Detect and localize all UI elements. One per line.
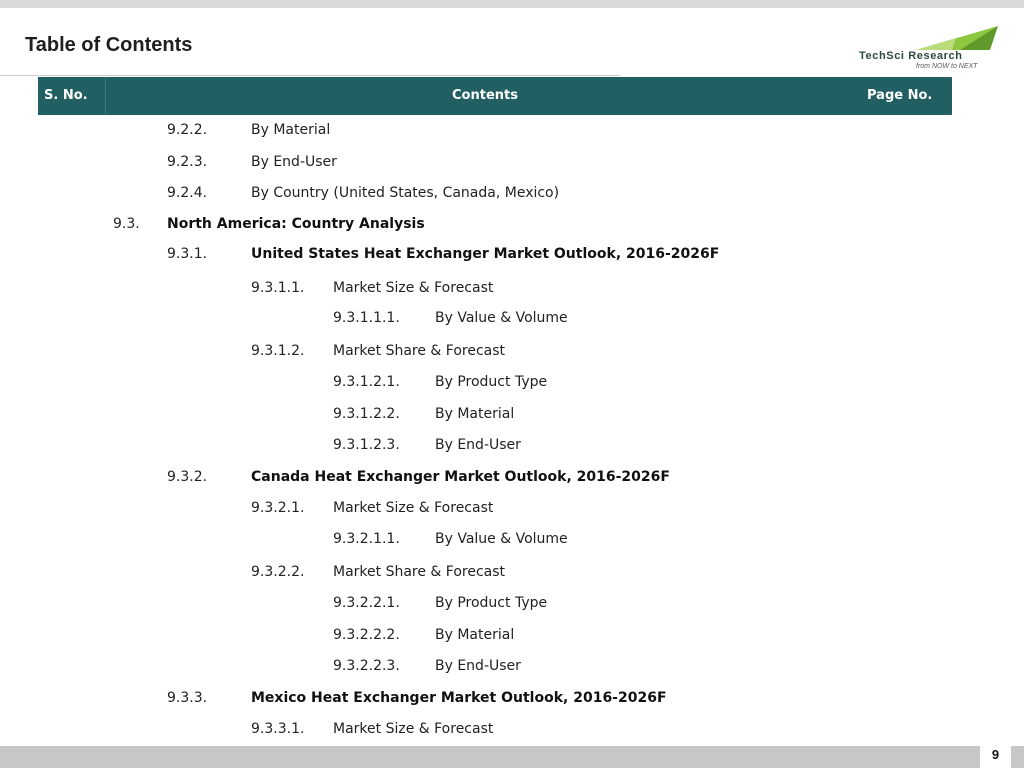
toc-entry-text: By Country (United States, Canada, Mexico) xyxy=(251,185,560,201)
toc-entry-number: 9.3.1.2.1. xyxy=(333,374,400,390)
toc-entry-text: By Material xyxy=(435,627,515,643)
toc-entry-text: United States Heat Exchanger Market Outlook, 2016-2026F xyxy=(251,246,720,262)
header-sno: S. No. xyxy=(44,88,88,103)
header-page-no: Page No. xyxy=(867,88,933,103)
toc-entry-text: By Value & Volume xyxy=(435,310,568,326)
toc-entry-text: Canada Heat Exchanger Market Outlook, 2016-2026F xyxy=(251,469,670,485)
toc-entry-number: 9.3.3.1. xyxy=(251,721,305,737)
toc-entry-number: 9.3.2.1. xyxy=(251,500,305,516)
toc-entry-text: Mexico Heat Exchanger Market Outlook, 2016-2026F xyxy=(251,690,667,706)
toc-entry-number: 9.3.1.2. xyxy=(251,343,305,359)
footer-bar xyxy=(0,746,1024,768)
toc-entry-number: 9.2.3. xyxy=(167,154,208,170)
table-header xyxy=(38,77,952,115)
toc-entry-text: By Product Type xyxy=(435,595,548,611)
toc-entry-text: North America: Country Analysis xyxy=(167,216,425,232)
toc-entry-number: 9.2.2. xyxy=(167,122,208,138)
toc-entry-text: By Material xyxy=(251,122,331,138)
toc-entry-text: By Product Type xyxy=(435,374,548,390)
toc-entry-text: Market Size & Forecast xyxy=(333,280,494,296)
toc-entry-number: 9.3.2.2.1. xyxy=(333,595,400,611)
toc-entry-number: 9.3. xyxy=(113,216,140,232)
top-strip xyxy=(0,0,1024,8)
toc-entry-text: Market Share & Forecast xyxy=(333,564,506,580)
toc-entry-text: Market Size & Forecast xyxy=(333,500,494,516)
header-contents: Contents xyxy=(452,88,518,103)
page-title: Table of Contents xyxy=(25,34,193,56)
toc-entry-number: 9.3.2. xyxy=(167,469,208,485)
company-logo xyxy=(856,24,1002,74)
toc-entry-number: 9.3.1.2.2. xyxy=(333,406,400,422)
toc-entry-number: 9.3.2.2.3. xyxy=(333,658,400,674)
toc-entry-number: 9.3.2.2.2. xyxy=(333,627,400,643)
toc-entry-text: By End-User xyxy=(435,437,521,453)
toc-entry-number: 9.3.1. xyxy=(167,246,208,262)
toc-entry-text: Market Size & Forecast xyxy=(333,721,494,737)
page-number: 9 xyxy=(980,742,1011,768)
toc-entry-text: By Value & Volume xyxy=(435,531,568,547)
toc-entry-number: 9.3.1.2.3. xyxy=(333,437,400,453)
toc-entry-number: 9.3.3. xyxy=(167,690,208,706)
toc-entry-number: 9.3.2.1.1. xyxy=(333,531,400,547)
header-divider xyxy=(105,77,106,115)
toc-entry-number: 9.3.1.1.1. xyxy=(333,310,400,326)
title-divider xyxy=(0,75,620,76)
toc-entry-text: Market Share & Forecast xyxy=(333,343,506,359)
toc-entry-number: 9.2.4. xyxy=(167,185,208,201)
toc-entry-number: 9.3.1.1. xyxy=(251,280,305,296)
toc-entry-text: By End-User xyxy=(435,658,521,674)
toc-entry-text: By End-User xyxy=(251,154,337,170)
logo-tagline: from NOW to NEXT xyxy=(916,63,978,70)
logo-brand-text: TechSci Research xyxy=(859,50,963,62)
toc-entry-number: 9.3.2.2. xyxy=(251,564,305,580)
toc-entry-text: By Material xyxy=(435,406,515,422)
